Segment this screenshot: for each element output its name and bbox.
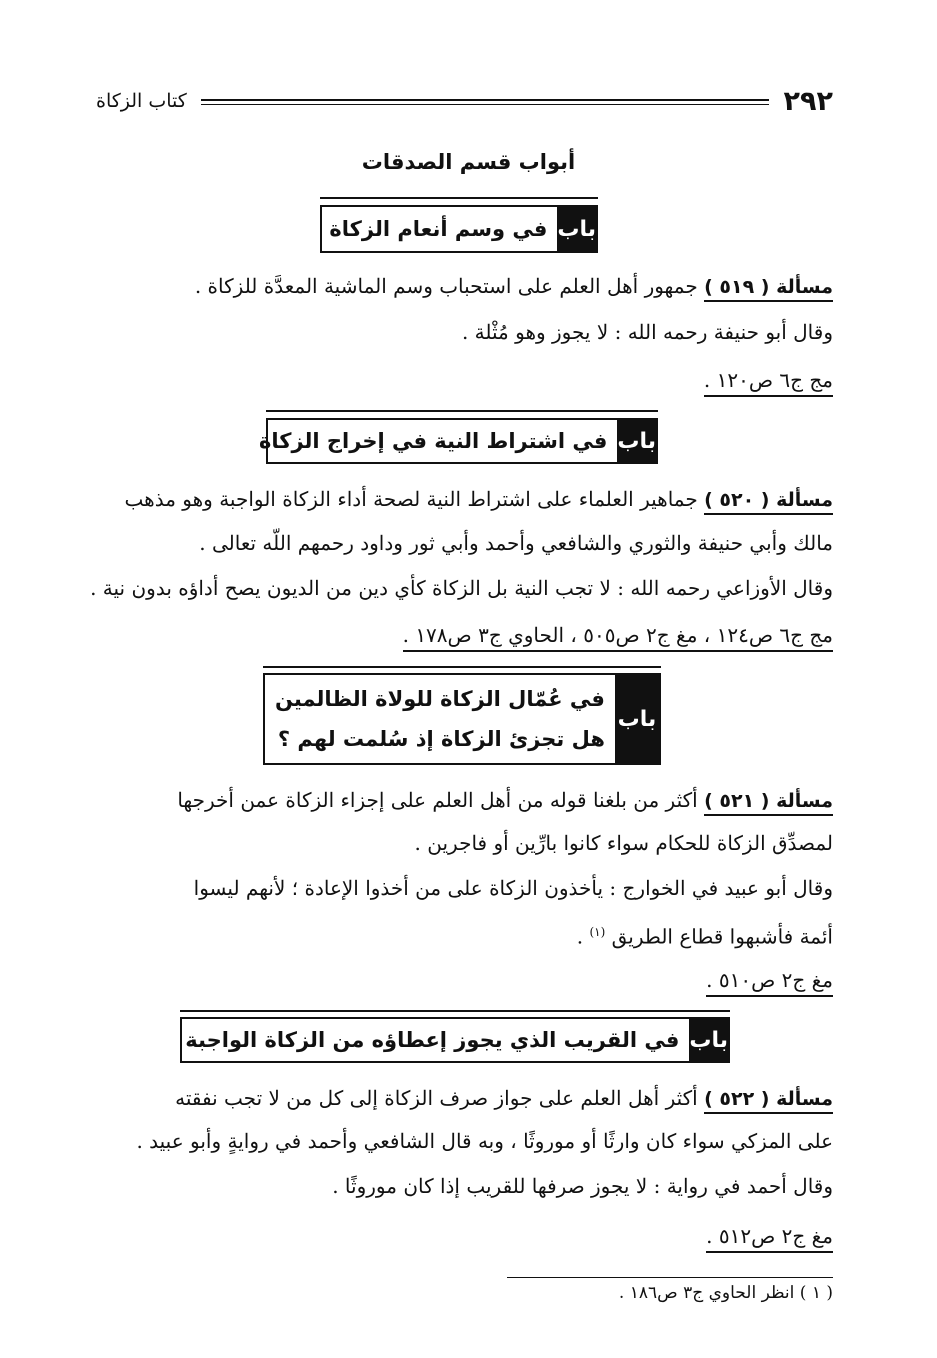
page-number: ٢٩٢ <box>783 86 833 117</box>
footnote-rule <box>507 1277 833 1278</box>
issue-text: أكثر أهل العلم على جواز صرف الزكاة إلى كل من لا تجب نفقته <box>175 1086 698 1110</box>
chapter-title-line-2: هل تجزئ الزكاة إذ سُلمت لهم ؟ <box>277 727 605 751</box>
opinion-line: وقال أحمد في رواية : لا يجوز صرفها للقريب إذا كان موروثًا . <box>332 1174 833 1198</box>
source-reference: مغ ج٢ ص٥١٢ . <box>706 1224 833 1253</box>
section-title-rule <box>320 197 598 199</box>
issue-paragraph <box>96 477 833 522</box>
chapter-heading-box <box>258 418 658 464</box>
issue-text: جمهور أهل العلم على استحباب وسم الماشية المعدَّة للزكاة . <box>194 274 698 298</box>
source-line <box>96 958 833 1002</box>
bab-label: باب <box>557 207 596 251</box>
bab-label: باب <box>617 420 656 462</box>
bab-label: باب <box>615 675 659 763</box>
chapter-title-block <box>265 675 615 763</box>
issue-paragraph <box>96 778 833 823</box>
source-reference: مغ ج٢ ص٥١٠ . <box>706 968 833 997</box>
opinion-line: وقال أبو عبيد في الخوارج : يأخذون الزكاة على من أخذوا الإعادة ؛ لأنهم ليسوا <box>193 876 833 900</box>
chapter-rule <box>180 1010 730 1012</box>
chapter-title: في القريب الذي يجوز إعطاؤه من الزكاة الواجبة <box>185 1028 680 1052</box>
header-rule <box>201 99 769 105</box>
issue-label: مسألة ( ٥١٩ ) <box>704 276 833 302</box>
source-reference: مج ج٦ ص١٢٠ . <box>704 368 833 397</box>
chapter-rule <box>263 666 661 668</box>
footnote-marker: (١) <box>589 925 606 939</box>
chapter-heading-box <box>263 673 661 765</box>
chapter-title: في اشتراط النية في إخراج الزكاة <box>258 429 608 453</box>
opinion-line-continued <box>96 910 833 959</box>
issue-paragraph <box>96 264 833 309</box>
chapter-title: في عُمّال الزكاة للولاة الظالمين <box>275 687 605 711</box>
book-title: كتاب الزكاة <box>96 90 187 112</box>
chapter-rule <box>266 410 658 412</box>
issue-label: مسألة ( ٥٢١ ) <box>704 790 833 816</box>
footnote: ( ١ ) انظر الحاوي ج٣ ص١٨٦ . <box>618 1283 833 1303</box>
source-line <box>96 358 833 402</box>
opinion-text: أئمة فأشبهوا قطاع الطريق <box>611 924 833 949</box>
opinion-line: وقال أبو حنيفة رحمه الله : لا يجوز وهو مُثْلة . <box>461 320 833 344</box>
issue-text: جماهير العلماء على اشتراط النية لصحة أداء الزكاة الواجبة وهو مذهب <box>124 487 698 511</box>
issue-label: مسألة ( ٥٢٢ ) <box>704 1088 833 1114</box>
source-line <box>96 1214 833 1258</box>
source-line <box>96 613 833 657</box>
section-title: أبواب قسم الصدقات <box>361 150 576 174</box>
issue-text-continued: لمصدِّق الزكاة للحكام سواء كانوا بارِّين أو فاجرين . <box>414 831 833 855</box>
issue-text-continued: مالك وأبي حنيفة والثوري والشافعي وأحمد وأبي ثور وداود رحمهم اللّه تعالى . <box>199 531 833 555</box>
bab-label: باب <box>689 1019 728 1061</box>
chapter-heading-box <box>180 1017 730 1063</box>
line-end: . <box>576 924 584 949</box>
opinion-line: وقال الأوزاعي رحمه الله : لا تجب النية بل الزكاة كأي دين من الديون يصح أداؤه بدون نية . <box>90 576 833 600</box>
chapter-title: في وسم أنعام الزكاة <box>329 217 548 241</box>
issue-paragraph <box>96 1076 833 1121</box>
running-header <box>96 86 833 126</box>
issue-text: أكثر من بلغنا قوله من أهل العلم على إجزاء الزكاة عمن أخرجها <box>177 788 698 812</box>
issue-label: مسألة ( ٥٢٠ ) <box>704 489 833 515</box>
source-reference: مج ج٦ ص١٢٤ ، مغ ج٢ ص٥٠٥ ، الحاوي ج٣ ص١٧٨ . <box>403 623 833 652</box>
chapter-heading-box <box>320 205 598 253</box>
issue-text-continued: على المزكي سواء كان وارثًا أو موروثًا ، وبه قال الشافعي وأحمد في روايةٍ وأبو عبيد . <box>136 1129 833 1153</box>
